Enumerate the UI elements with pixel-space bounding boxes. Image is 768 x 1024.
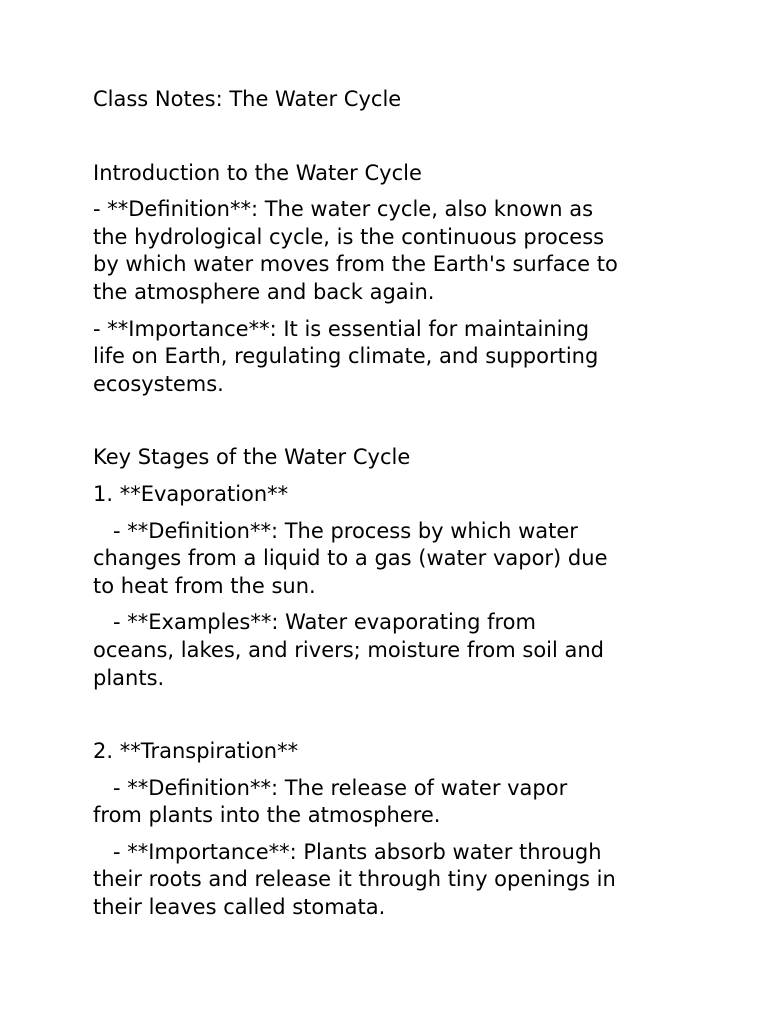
text-line: - **Importance**: It is essential for maintaining [93,316,590,341]
stage-heading-transpiration: 2. **Transpiration** [93,739,299,764]
paragraph-transpiration-definition [93,775,693,830]
paragraph-definition [93,196,693,306]
text-line: by which water moves from the Earth's surface to [93,252,618,277]
text-line: from plants into the atmosphere. [93,803,441,828]
paragraph-evaporation-definition [93,518,693,601]
text-line: - **Definition**: The water cycle, also known as [93,197,594,222]
document-title: Class Notes: The Water Cycle [93,87,402,111]
text-line: oceans, lakes, and rivers; moisture from soil and [93,637,605,662]
text-line: - **Definition**: The process by which water [93,518,578,543]
paragraph-importance [93,316,693,399]
text-line: - **Examples**: Water evaporating from [93,610,536,635]
stage-heading-evaporation: 1. **Evaporation** [93,481,289,506]
text-line: the hydrological cycle, is the continuous process [93,224,605,249]
paragraph-transpiration-importance [93,839,693,922]
text-line: plants. [93,665,165,690]
text-line: changes from a liquid to a gas (water vapor) due [93,546,608,571]
section-heading-introduction: Introduction to the Water Cycle [93,160,422,185]
paragraph-evaporation-examples [93,609,693,692]
text-line: their roots and release it through tiny openings in [93,867,616,892]
document-page [93,86,693,922]
text-line: to heat from the sun. [93,573,316,598]
text-line: - **Importance**: Plants absorb water through [93,839,602,864]
text-line: life on Earth, regulating climate, and supporting [93,344,599,369]
text-line: - **Definition**: The release of water vapor [93,775,568,800]
text-line: their leaves called stomata. [93,895,386,920]
section-heading-key-stages: Key Stages of the Water Cycle [93,445,411,470]
text-line: the atmosphere and back again. [93,279,435,304]
text-line: ecosystems. [93,371,224,396]
